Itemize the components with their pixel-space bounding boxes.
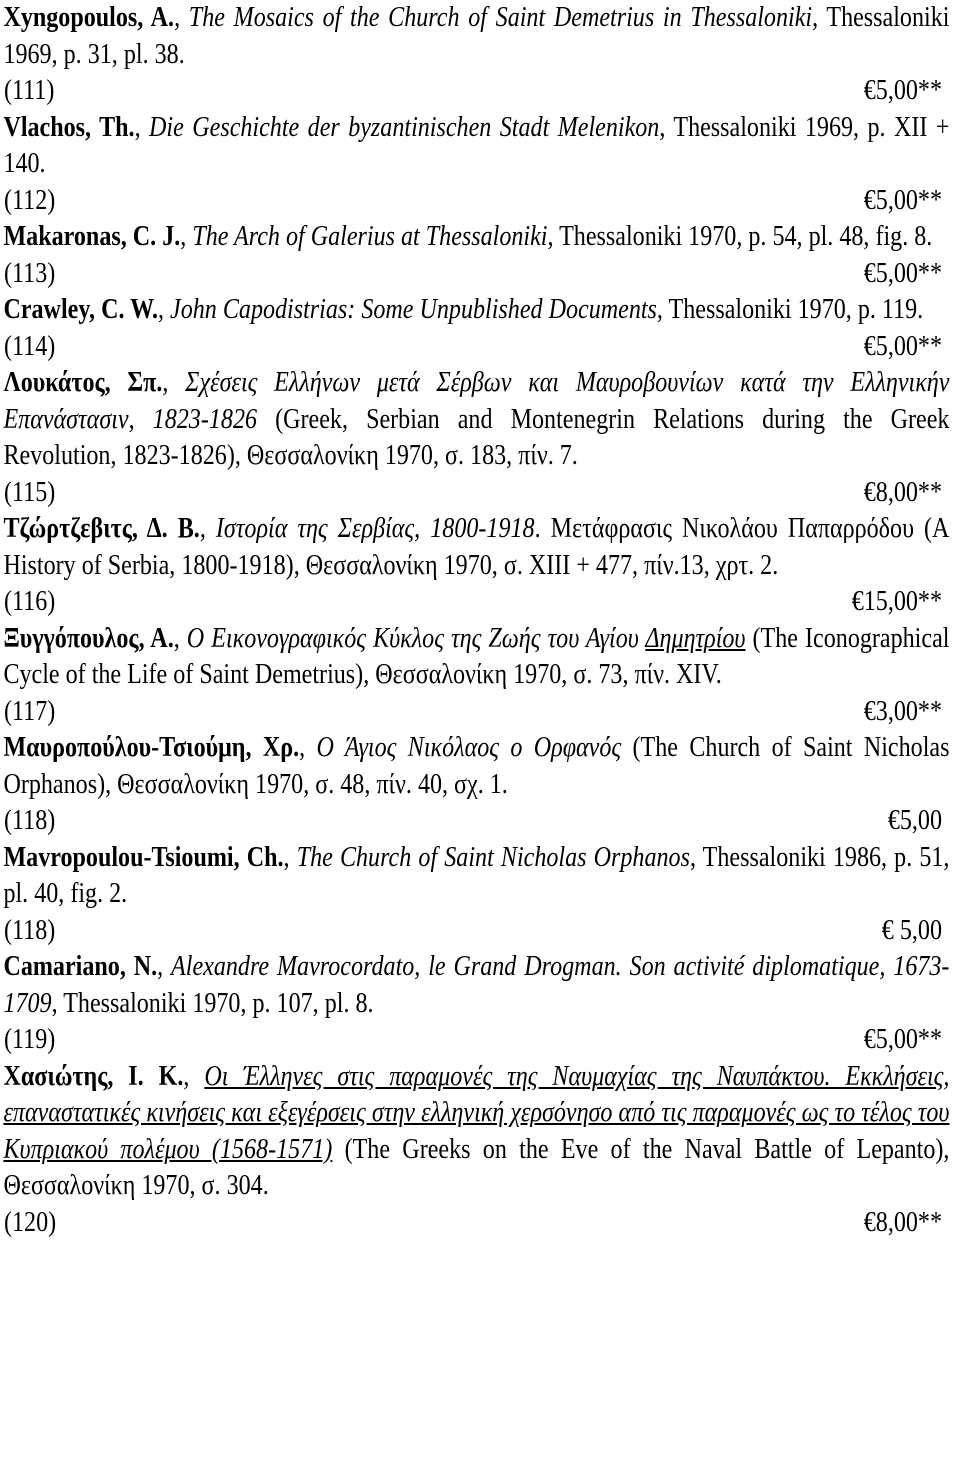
reference-details: , Thessaloniki 1970, p. 54, pl. 48, fig. 8.	[547, 221, 933, 252]
bibliographic-reference	[0, 292, 958, 329]
catalog-entry	[0, 0, 960, 110]
price: €5,00	[887, 805, 942, 836]
author-name: Τζώρτζεβιτς, Δ. Β.	[3, 513, 200, 544]
catalog-entry	[0, 949, 960, 1059]
bibliographic-reference	[0, 840, 958, 913]
work-title: Οι Έλληνες στις παραμονές της Ναυμαχίας της Ναυπάκτου. Εκκλήσεις, επαναστατικές κινήσεις και εξεγέρσεις στην ελληνική χερσόνησο από τις παραμονές ως το τέλος του Κυπριακού πολέμου (1568-1571)	[3, 1060, 950, 1165]
price: €5,00**	[863, 184, 942, 216]
reference-details: ,	[199, 513, 216, 544]
catalog-entry	[0, 621, 960, 731]
reference-details: , Thessaloniki 1969, p. XII + 140.	[3, 111, 950, 179]
work-title: John Capodistrias: Some Unpublished Documents	[170, 294, 657, 325]
reference-details: (The Church of Saint Nicholas Orphanos), Θεσσαλονίκη 1970, σ. 48, πίν. 40, σχ. 1.	[3, 732, 950, 800]
catalog-entry	[0, 292, 960, 365]
author-name: Xyngopoulos, A.	[3, 2, 175, 33]
work-title: The Mosaics of the Church of Saint Demetrius in Thessaloniki	[188, 2, 813, 33]
bibliographic-reference	[0, 949, 958, 1022]
price: €8,00**	[863, 476, 942, 508]
number-price-row	[0, 73, 960, 110]
work-title: Alexandre Mavrocordato, le Grand Drogman. Son activité diplomatique, 1673-1709	[3, 951, 950, 1019]
reference-details: ,	[283, 841, 297, 873]
reference-details: ,	[299, 732, 317, 763]
reference-details: ,	[183, 1060, 205, 1092]
work-title: The Church of Saint Nicholas Orphanos	[296, 841, 690, 873]
bibliographic-reference	[0, 110, 958, 183]
number-price-row	[0, 584, 960, 621]
bibliographic-reference	[0, 219, 958, 256]
price: €5,00**	[863, 257, 942, 289]
catalog-entry	[0, 365, 960, 511]
item-number: (113)	[4, 257, 56, 289]
catalog-entry	[0, 730, 960, 840]
price: €15,00**	[851, 586, 942, 617]
author-name: Vlachos, Th.	[3, 111, 135, 143]
reference-details: ,	[174, 2, 189, 33]
work-title: Ιστορία της Σερβίας, 1800-1918	[215, 513, 535, 544]
work-title: Ο Εικονογραφικός Κύκλος της Ζωής του Αγίου	[186, 622, 646, 654]
number-price-row	[0, 1022, 960, 1059]
author-name: Ξυγγόπουλος, Α.	[3, 622, 174, 654]
reference-details: , Thessaloniki 1970, p. 119.	[656, 294, 924, 325]
work-title: The Arch of Galerius at Thessaloniki	[192, 221, 548, 252]
price: €5,00**	[863, 75, 942, 106]
bibliographic-reference	[0, 365, 958, 475]
item-number: (116)	[4, 586, 56, 617]
catalog-entry	[0, 110, 960, 220]
author-name: Λουκάτος, Σπ.	[3, 367, 163, 398]
reference-details: ,	[134, 111, 150, 143]
catalog-entry	[0, 219, 960, 292]
author-name: Crawley, C. W.	[3, 294, 158, 325]
item-number: (111)	[4, 75, 55, 106]
catalog-entry	[0, 840, 960, 950]
item-number: (114)	[4, 330, 56, 362]
number-price-row	[0, 803, 960, 840]
item-number: (112)	[4, 184, 56, 216]
bibliographic-reference	[0, 621, 958, 694]
author-name: Mavropoulou-Tsioumi, Ch.	[3, 841, 284, 873]
bibliographic-reference	[0, 511, 958, 584]
catalog-entry	[0, 511, 960, 621]
reference-details: (Greek, Serbian and Montenegrin Relations during the Greek Revolution, 1823-1826), Θεσσαλονίκη 1970, σ. 183, πίν. 7.	[3, 403, 950, 471]
item-number: (115)	[4, 476, 56, 508]
price: €3,00**	[863, 695, 942, 727]
author-name: Makaronas, C. J.	[3, 221, 181, 252]
reference-details: ,	[180, 221, 193, 252]
number-price-row	[0, 329, 960, 366]
reference-details: ,	[157, 951, 172, 982]
item-number: (117)	[4, 695, 56, 727]
reference-details: ,	[162, 367, 186, 398]
catalog-entry	[0, 1059, 960, 1242]
work-title: Σχέσεις Ελλήνων μετά Σέρβων και Μαυροβουνίων κατά την Ελληνικήν Επανάστασιν, 1823-1826	[3, 367, 950, 435]
author-name: Μαυροπούλου-Τσιούμη, Χρ.	[3, 732, 300, 763]
reference-details: , Thessaloniki 1986, p. 51, pl. 40, fig. 2.	[3, 841, 950, 909]
price: €5,00**	[863, 1024, 942, 1055]
bibliographic-reference	[0, 730, 958, 803]
bibliographic-reference	[0, 0, 958, 73]
bibliographic-reference	[0, 1059, 958, 1205]
price: € 5,00	[881, 914, 942, 946]
reference-details: (The Greeks on the Eve of the Naval Battle of Lepanto), Θεσσαλονίκη 1970, σ. 304.	[3, 1133, 950, 1201]
work-title: Ο Άγιος Νικόλαος ο Ορφανός	[316, 732, 622, 763]
work-title: Δημητρίου	[645, 622, 746, 654]
number-price-row	[0, 475, 960, 512]
number-price-row	[0, 913, 960, 950]
number-price-row	[0, 694, 960, 731]
number-price-row	[0, 183, 960, 220]
item-number: (118)	[4, 805, 56, 836]
reference-details: , Thessaloniki 1970, p. 107, pl. 8.	[51, 987, 374, 1019]
item-number: (120)	[4, 1206, 57, 1238]
number-price-row	[0, 256, 960, 293]
reference-details: ,	[173, 622, 187, 654]
price: €8,00**	[863, 1206, 942, 1238]
reference-details: (The Iconographical Cycle of the Life of Saint Demetrius), Θεσσαλονίκη 1970, σ. 73, πίν. XIV.	[3, 622, 950, 690]
reference-details: , Thessaloniki 1969, p. 31, pl. 38.	[3, 2, 950, 70]
reference-details: . Μετάφρασις Νικολάου Παπαρρόδου (A History of Serbia, 1800-1918), Θεσσαλονίκη 1970, σ. XIII + 477, πίν.13, χρτ. 2.	[3, 513, 950, 581]
author-name: Camariano, N.	[3, 951, 158, 982]
author-name: Χασιώτης, Ι. Κ.	[3, 1060, 184, 1092]
work-title: Die Geschichte der byzantinischen Stadt Melenikon	[149, 111, 660, 143]
price: €5,00**	[863, 330, 942, 362]
reference-details: ,	[157, 294, 171, 325]
number-price-row	[0, 1205, 960, 1242]
item-number: (118)	[4, 914, 56, 946]
item-number: (119)	[4, 1024, 56, 1055]
